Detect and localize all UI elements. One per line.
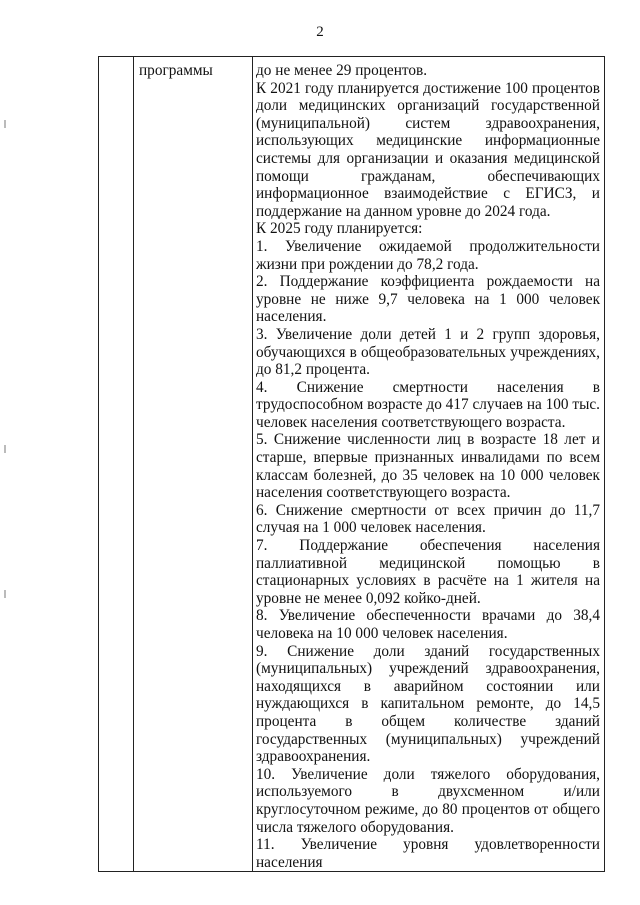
page-number: 2	[316, 24, 324, 40]
paragraph: 8. Увеличение обеспеченности врачами до 38,4 человека на 10 000 человек населения.	[256, 607, 600, 642]
paragraph: 3. Увеличение доли детей 1 и 2 групп здоровья, обучающихся в общеобразовательных учреждениях, до 81,2 процента.	[256, 325, 600, 379]
paragraph: 5. Снижение численности лиц в возрасте 18 лет и старше, впервые признанных инвалидами по всем классам болезней, до 35 человек на 10 000 человек населения соответствующего возраста.	[256, 431, 600, 502]
paragraph: 9. Снижение доли зданий государственных (муниципальных) учреждений здравоохранения, находящихся в аварийном состоянии или нуждающихся в капитальном ремонте, до 14,5 процента в общем количестве зданий государственных (муниципальных) учреждений здравоохранения.	[256, 642, 600, 766]
table-row	[99, 57, 605, 872]
number-cell	[99, 57, 134, 872]
paragraph: 4. Снижение смертности населения в трудоспособном возрасте до 417 случаев на 100 тыс. человек населения соответствующего возраста.	[256, 378, 600, 431]
paragraph: 7. Поддержание обеспечения населения паллиативной медицинской помощью в стационарных условиях в расчёте на 1 жителя на уровне не менее 0,092 койко-дней.	[256, 537, 600, 607]
paragraph: 10. Увеличение доли тяжелого оборудования, используемого в двухсменном и/или круглосуточном режиме, до 80 процентов от общего числа тяжелого оборудования.	[256, 765, 600, 836]
row-label-cell	[134, 57, 253, 872]
paragraph: К 2025 году планируется:	[256, 220, 423, 238]
paragraph: до не менее 29 процентов.	[256, 62, 428, 79]
paragraph: 2. Поддержание коэффициента рождаемости на уровне не ниже 9,7 человека на 1 000 человек населения.	[256, 273, 600, 326]
scan-mark	[4, 120, 6, 128]
paragraph: 6. Снижение смертности от всех причин до 11,7 случая на 1 000 человек населения.	[256, 501, 600, 537]
row-label: программы	[139, 62, 213, 79]
content-cell	[253, 57, 605, 872]
scan-mark	[4, 445, 6, 453]
paragraph: К 2021 году планируется достижение 100 процентов доли медицинских организаций государственной (муниципальной) систем здравоохранения, использующих медицинские информационные системы для организации и оказания медицинской помощи гражданам, обеспечивающих информационное взаимодействие с ЕГИСЗ, и поддержание на данном уровне до 2024 года.	[256, 79, 600, 220]
paragraph: 11. Увеличение уровня удовлетворенности населения	[256, 836, 600, 871]
program-table	[98, 56, 605, 872]
scan-mark	[4, 590, 6, 598]
paragraph: 1. Увеличение ожидаемой продолжительности жизни при рождении до 78,2 года.	[256, 237, 600, 273]
